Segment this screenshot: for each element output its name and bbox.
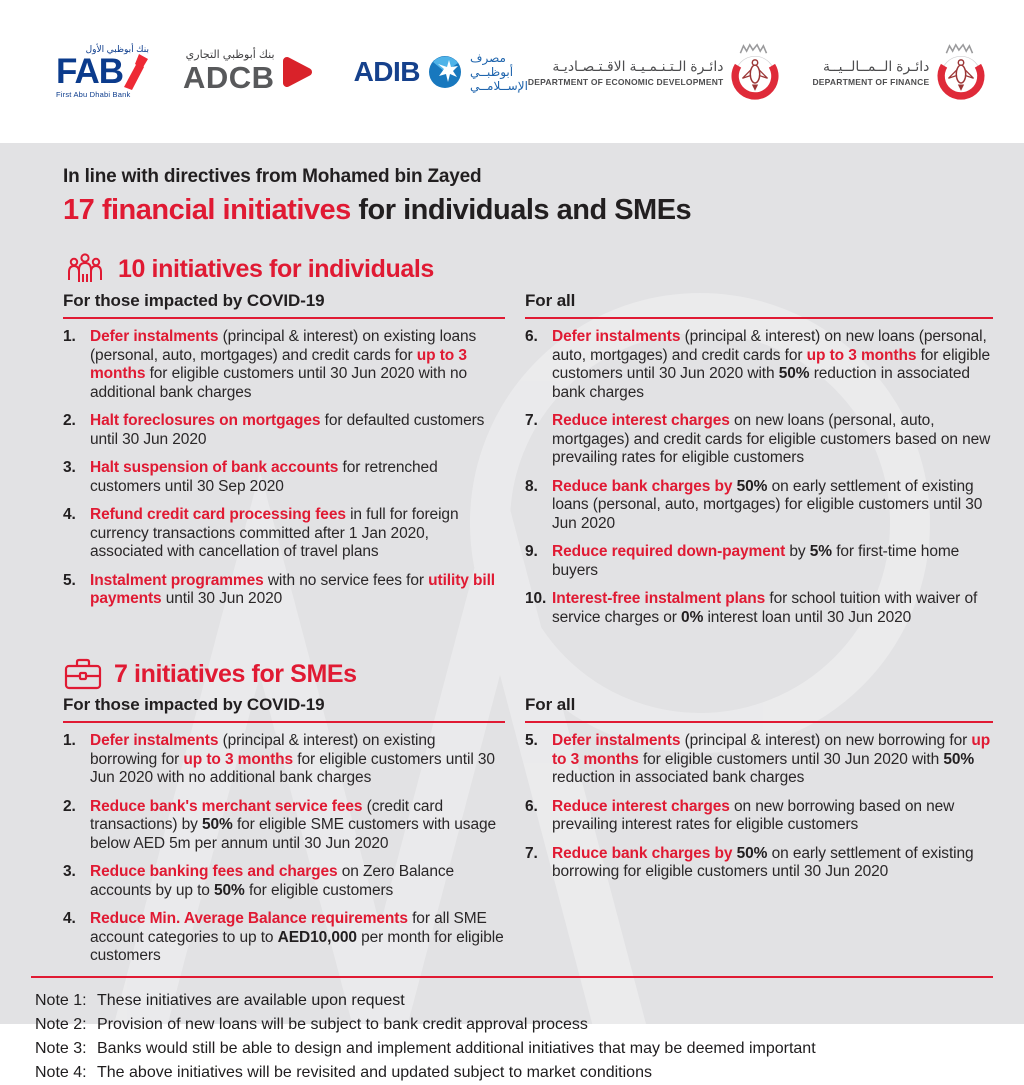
- initiative-item: [525, 478, 993, 534]
- notes-list: [31, 978, 993, 1085]
- item-text: [552, 412, 993, 468]
- item-text-segment: for eligible customers until 30 Jun 2020 with no additional bank charges: [90, 365, 468, 401]
- page-title-highlight: 17 financial initiatives: [63, 194, 351, 226]
- item-text-segment: Halt suspension of bank accounts: [90, 459, 339, 476]
- note-row: [35, 989, 993, 1013]
- initiative-item: [525, 328, 993, 402]
- item-text-segment: 5%: [809, 543, 832, 560]
- ded-text: [528, 57, 724, 87]
- abu-dhabi-emblem-icon: [938, 41, 984, 103]
- adcb-play-icon: [280, 55, 314, 89]
- item-text: [90, 572, 505, 609]
- item-text: [90, 910, 505, 966]
- initiative-item: [525, 412, 993, 468]
- item-text-segment: 50%: [202, 816, 233, 833]
- initiative-item: [525, 732, 993, 788]
- item-text-segment: on new loans (personal, auto, mortgages) and credit cards for eligible customers based on new prevailing rates for eligible customers: [552, 412, 991, 466]
- initiative-list: [63, 732, 505, 966]
- item-text-segment: in full for foreign currency transactions committed after 1 Jan 2020, associated with cancellation of travel plans: [90, 506, 459, 560]
- item-number: 9.: [525, 543, 538, 560]
- item-text-segment: Reduce interest charges: [552, 797, 730, 815]
- item-number: 5.: [63, 571, 76, 589]
- column-divider: [63, 317, 505, 319]
- item-number: 1.: [63, 732, 76, 749]
- item-text-segment: by: [785, 543, 810, 560]
- item-text-segment: for eligible SME customers with usage below AED 5m per annum until 30 Jun 2020: [90, 816, 497, 852]
- department-of-economic-development-logo: [528, 41, 779, 103]
- item-text-segment: (principal & interest) on existing loans (personal, auto, mortgages) and credit cards for: [90, 328, 477, 364]
- note-text: Provision of new loans will be subject to bank credit approval process: [97, 1015, 588, 1033]
- item-text-segment: for first-time home buyers: [552, 543, 960, 579]
- item-text-segment: up to 3 months: [183, 750, 294, 768]
- item-text-segment: (credit card transactions) by: [90, 797, 443, 833]
- note-label: Note 1:: [35, 991, 87, 1009]
- item-number: 6.: [525, 797, 538, 815]
- item-text-segment: Defer instalments: [90, 328, 219, 345]
- item-text-segment: Instalment programmes: [90, 571, 264, 589]
- logo-bar: [0, 0, 1024, 143]
- individuals-covid-column: [63, 290, 505, 637]
- initiative-item: [525, 590, 993, 627]
- ded-arabic-text: دائـرة الـتـنـمـيـة الاقـتـصـاديـة: [552, 57, 724, 74]
- item-text-segment: on new borrowing based on new prevailing interest rates for eligible customers: [552, 797, 955, 833]
- column-heading: For those impacted by COVID-19: [63, 695, 325, 714]
- initiative-item: [525, 798, 993, 835]
- item-text-segment: for all SME account categories to up to: [90, 910, 487, 946]
- fab-arabic-text: بنك أبوظبي الأول: [85, 44, 149, 54]
- initiative-item: [63, 732, 505, 788]
- adcb-arabic-text: بنك أبوظبي التجاري: [185, 49, 275, 61]
- item-number: 4.: [63, 506, 76, 523]
- item-text-segment: Reduce bank charges by: [552, 477, 737, 495]
- fab-tagline: First Abu Dhabi Bank: [56, 90, 131, 99]
- item-text-segment: (principal & interest) on new loans (personal, auto, mortgages) and credit cards for: [552, 328, 987, 364]
- notes-divider: [31, 976, 993, 978]
- page-title: 17 financial initiatives for individuals and SMEs: [63, 194, 692, 226]
- department-of-finance-logo: [812, 41, 984, 103]
- ded-english-text: DEPARTMENT OF ECONOMIC DEVELOPMENT: [527, 76, 724, 87]
- item-text-segment: up to 3 months: [552, 732, 991, 768]
- adcb-logo: [183, 49, 314, 94]
- adib-logo: ADIB مصرف أبوظبــي الإســلامــي: [353, 50, 528, 93]
- item-text-segment: Reduce banking fees and charges: [90, 863, 338, 880]
- item-text: [552, 590, 993, 627]
- item-number: 7.: [525, 412, 538, 429]
- initiative-item: [63, 572, 505, 609]
- item-text-segment: Refund credit card processing fees: [90, 506, 346, 523]
- section-individuals-title: 10 initiatives for individuals: [118, 254, 434, 283]
- section-smes-title: 7 initiatives for SMEs: [114, 659, 357, 688]
- item-text: [552, 798, 993, 835]
- item-text-segment: interest loan until 30 Jun 2020: [703, 608, 912, 626]
- initiative-item: [63, 328, 505, 402]
- item-number: 2.: [63, 412, 76, 429]
- item-text-segment: for eligible customers: [244, 881, 394, 899]
- item-text: [552, 845, 993, 882]
- section-smes-header: [31, 656, 993, 692]
- item-number: 6.: [525, 328, 538, 345]
- item-text-segment: on early settlement of existing borrowing for eligible customers until 30 Jun 2020: [552, 844, 974, 880]
- content-panel: [0, 143, 1024, 1081]
- note-row: [35, 1013, 993, 1037]
- initiative-item: [63, 412, 505, 449]
- item-text: [90, 732, 505, 788]
- item-text-segment: Reduce Min. Average Balance requirements: [90, 910, 408, 927]
- adcb-wordmark: بنك أبوظبي التجاري ADCB: [183, 49, 275, 95]
- item-text-segment: Defer instalments: [90, 732, 219, 749]
- fab-wordmark: FAB: [56, 54, 149, 90]
- individuals-forall-column: [525, 290, 993, 637]
- item-text-segment: 0%: [681, 608, 704, 626]
- item-text: [90, 863, 505, 900]
- item-number: 1.: [63, 328, 76, 345]
- column-divider: [525, 317, 993, 319]
- initiative-item: [525, 845, 993, 882]
- item-text-segment: Reduce bank's merchant service fees: [90, 797, 363, 815]
- item-text-segment: per month for eligible customers: [90, 928, 504, 964]
- note-row: [35, 1061, 993, 1085]
- initiative-item: [525, 543, 993, 580]
- item-text: [90, 328, 505, 402]
- note-label: Note 4:: [35, 1063, 87, 1081]
- note-label: Note 2:: [35, 1015, 87, 1033]
- item-text: [90, 798, 505, 854]
- column-heading: For all: [525, 291, 576, 310]
- initiative-list: [525, 732, 993, 882]
- dof-arabic-text: دائـرة الــمــالــيــة: [822, 57, 930, 74]
- item-text-segment: on Zero Balance accounts by up to: [90, 863, 455, 899]
- initiative-item: [63, 863, 505, 900]
- item-number: 5.: [525, 732, 538, 749]
- item-text: [90, 506, 505, 562]
- dof-english-text: DEPARTMENT OF FINANCE: [812, 76, 930, 87]
- initiative-list: [63, 328, 505, 609]
- item-text-segment: Defer instalments: [552, 328, 681, 345]
- smes-covid-column: [63, 694, 505, 976]
- note-label: Note 3:: [35, 1039, 87, 1057]
- item-number: 3.: [63, 863, 76, 880]
- initiative-item: [63, 910, 505, 966]
- item-text: [90, 459, 505, 496]
- notes-block: [31, 976, 993, 1085]
- adib-globe-icon: [427, 54, 463, 90]
- item-number: 3.: [63, 459, 76, 476]
- item-text-segment: Reduce interest charges: [552, 412, 730, 429]
- column-divider: [525, 721, 993, 723]
- item-text-segment: reduction in associated bank charges: [552, 365, 970, 401]
- smes-forall-column: [525, 694, 993, 976]
- item-text-segment: Halt foreclosures on mortgages: [90, 412, 321, 429]
- item-text-segment: for defaulted customers until 30 Jun 2020: [90, 412, 485, 448]
- item-text: [552, 543, 993, 580]
- briefcase-icon: [63, 656, 103, 692]
- column-heading: For all: [525, 695, 576, 714]
- section-smes: [31, 645, 993, 976]
- note-row: [35, 1037, 993, 1061]
- item-text-segment: Reduce bank charges by: [552, 844, 737, 862]
- adib-arabic-text: مصرف أبوظبــي الإســلامــي: [470, 50, 528, 93]
- item-text-segment: reduction in associated bank charges: [552, 769, 805, 786]
- item-text-segment: with no service fees for: [263, 571, 429, 589]
- item-text-segment: 50%: [778, 365, 810, 382]
- note-text: These initiatives are available upon request: [97, 991, 405, 1009]
- item-number: 4.: [63, 910, 76, 927]
- item-text-segment: for eligible customers until 30 Jun 2020 with: [638, 750, 944, 768]
- initiative-item: [63, 798, 505, 854]
- item-text-segment: utility bill payments: [90, 571, 495, 607]
- item-text-segment: Interest-free instalment plans: [552, 590, 766, 607]
- item-number: 10.: [525, 590, 547, 607]
- subtitle: In line with directives from Mohamed bin Zayed: [63, 166, 482, 187]
- item-text-segment: up to 3 months: [90, 346, 467, 382]
- item-text-segment: Defer instalments: [552, 732, 681, 749]
- column-heading: For those impacted by COVID-19: [63, 291, 325, 310]
- abu-dhabi-emblem-icon: [732, 41, 778, 103]
- item-text-segment: 50%: [943, 750, 975, 768]
- item-text-segment: Reduce required down-payment: [552, 543, 786, 560]
- item-text: [552, 732, 993, 788]
- note-text: Banks would still be able to design and implement additional initiatives that may be deemed important: [97, 1039, 816, 1057]
- item-text-segment: for eligible customers until 30 Jun 2020 with: [552, 346, 991, 382]
- item-text-segment: 50%: [736, 844, 768, 862]
- fab-arrow-icon: [123, 54, 149, 90]
- section-individuals-header: [31, 250, 993, 288]
- item-number: 8.: [525, 477, 538, 495]
- note-text: The above initiatives will be revisited and updated subject to market conditions: [97, 1063, 652, 1081]
- item-text-segment: for eligible customers until 30 Jun 2020 with no additional bank charges: [90, 750, 495, 786]
- item-text-segment: for retrenched customers until 30 Sep 2020: [90, 459, 438, 495]
- section-individuals: [31, 239, 993, 637]
- item-number: 2.: [63, 797, 76, 815]
- item-text-segment: (principal & interest) on existing borrowing for: [90, 732, 436, 768]
- item-text-segment: up to 3 months: [806, 346, 917, 364]
- fab-logo: [56, 44, 149, 99]
- initiative-item: [63, 459, 505, 496]
- item-text-segment: AED10,000: [277, 928, 357, 946]
- item-number: 7.: [525, 844, 538, 862]
- item-text-segment: for school tuition with waiver of service charges or: [552, 590, 978, 626]
- item-text: [552, 328, 993, 402]
- people-icon: [63, 250, 107, 288]
- item-text-segment: until 30 Jun 2020: [161, 590, 283, 607]
- column-divider: [63, 721, 505, 723]
- dof-text: [812, 57, 929, 87]
- item-text: [552, 478, 993, 534]
- initiative-list: [525, 328, 993, 627]
- item-text-segment: 50%: [214, 881, 245, 899]
- initiative-item: [63, 506, 505, 562]
- item-text-segment: 50%: [736, 477, 768, 495]
- item-text-segment: on early settlement of existing loans (personal, auto, mortgages) for eligible customers until 30 Jun 2020: [552, 477, 983, 532]
- item-text: [90, 412, 505, 449]
- item-text-segment: (principal & interest) on new borrowing for: [680, 732, 972, 749]
